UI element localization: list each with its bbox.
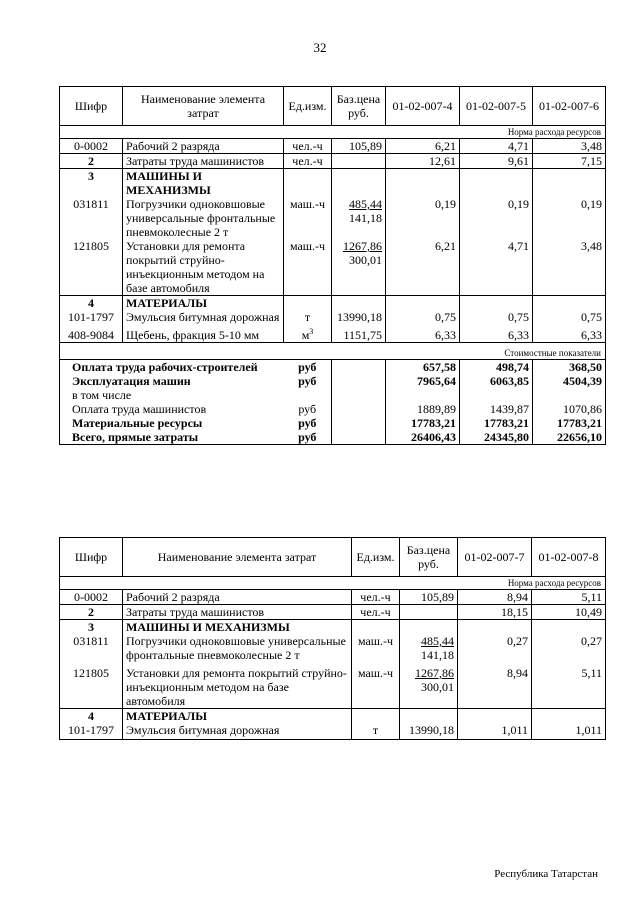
cell-unit: чел.-ч — [284, 154, 332, 169]
cell-price: 105,89 — [400, 590, 458, 605]
cell-name: Установки для ремонта покрытий струйно-инъекционным методом на базе автомобиля — [123, 239, 284, 296]
cell-value: 0,27 — [458, 634, 532, 662]
price-base: 1267,86 — [343, 239, 382, 253]
cell-code: 0-0002 — [60, 139, 123, 154]
cell-unit: чел.-ч — [284, 139, 332, 154]
cell-value: 5,11 — [532, 662, 606, 709]
header-col-2: 01-02-007-5 — [460, 87, 533, 126]
cost-row — [60, 360, 606, 375]
cost-value: 17783,21 — [533, 416, 606, 430]
cost-value: 17783,21 — [386, 416, 460, 430]
price-base: 1267,86 — [415, 666, 454, 680]
cell-name: Погрузчики одноковшовые универсальные фронтальные пневмоколесные 2 т — [123, 634, 352, 662]
table-row — [60, 154, 606, 169]
cell-value: 1,011 — [458, 723, 532, 740]
table-row — [60, 310, 606, 324]
header-price: Баз.цена руб. — [332, 87, 386, 126]
cell-price — [400, 634, 458, 662]
cost-name: Эксплуатация машин — [60, 374, 284, 388]
cell-value: 9,61 — [460, 154, 533, 169]
cost-value: 4504,39 — [533, 374, 606, 388]
cell-unit: т — [284, 310, 332, 324]
cell-value: 3,48 — [533, 239, 606, 296]
cost-name: Оплата труда машинистов — [60, 402, 284, 416]
header-price: Баз.цена руб. — [400, 538, 458, 577]
cell-name: Погрузчики одноковшовые универсальные фронтальные пневмоколесные 2 т — [123, 197, 284, 239]
cell-value: 6,33 — [386, 324, 460, 343]
price-base: 485,44 — [421, 634, 454, 648]
cell-price — [332, 154, 386, 169]
cell-price — [332, 239, 386, 296]
cost-unit: руб — [284, 430, 332, 445]
section-row — [60, 620, 606, 635]
cell-value: 8,94 — [458, 590, 532, 605]
cost-value: 17783,21 — [460, 416, 533, 430]
cell-unit: т — [352, 723, 400, 740]
cell-value: 10,49 — [532, 605, 606, 620]
cost-row — [60, 402, 606, 416]
cell-name: Затраты труда машинистов — [123, 154, 284, 169]
table-row — [60, 590, 606, 605]
cell-unit: маш.-ч — [352, 634, 400, 662]
cell-value: 0,75 — [386, 310, 460, 324]
cell-value: 0,19 — [533, 197, 606, 239]
cell-value: 5,11 — [532, 590, 606, 605]
cell-name: Эмульсия битумная дорожная — [123, 310, 284, 324]
table-header-row — [60, 87, 606, 126]
cell-unit: маш.-ч — [284, 197, 332, 239]
cost-row — [60, 430, 606, 445]
cell-unit: чел.-ч — [352, 590, 400, 605]
section-row — [60, 296, 606, 311]
cell-price: 13990,18 — [400, 723, 458, 740]
table-row — [60, 139, 606, 154]
cell-value: 6,33 — [533, 324, 606, 343]
cost-row — [60, 416, 606, 430]
cost-name: в том числе — [60, 388, 284, 402]
table-row — [60, 197, 606, 239]
cost-value: 498,74 — [460, 360, 533, 375]
cell-code: 121805 — [60, 239, 123, 296]
cell-code: 101-1797 — [60, 310, 123, 324]
cell-name: Затраты труда машинистов — [123, 605, 352, 620]
cost-value: 24345,80 — [460, 430, 533, 445]
cost-unit: руб — [284, 416, 332, 430]
cell-unit: маш.-ч — [284, 239, 332, 296]
cell-value: 1,011 — [532, 723, 606, 740]
cell-code: 3 — [60, 620, 123, 635]
unit-text: м — [301, 328, 310, 342]
cost-name: Оплата труда рабочих-строителей — [60, 360, 284, 375]
cell-code: 408-9084 — [60, 324, 123, 343]
header-unit: Ед.изм. — [352, 538, 400, 577]
price-wage: 300,01 — [421, 680, 454, 694]
cell-value: 8,94 — [458, 662, 532, 709]
cost-value: 7965,64 — [386, 374, 460, 388]
cell-name: Рабочий 2 разряда — [123, 590, 352, 605]
cost-label: Стоимостные показатели — [60, 343, 606, 360]
cost-unit: руб — [284, 360, 332, 375]
table-row — [60, 605, 606, 620]
header-col-3: 01-02-007-6 — [533, 87, 606, 126]
cell-price: 1151,75 — [332, 324, 386, 343]
section-title: МАТЕРИАЛЫ — [123, 709, 352, 724]
cost-value: 657,58 — [386, 360, 460, 375]
cost-value: 1889,89 — [386, 402, 460, 416]
resource-table-2 — [59, 537, 606, 740]
cell-price: 105,89 — [332, 139, 386, 154]
cell-code: 0-0002 — [60, 590, 123, 605]
cell-code: 031811 — [60, 634, 123, 662]
price-base: 485,44 — [349, 197, 382, 211]
cell-value: 4,71 — [460, 139, 533, 154]
cost-label-row — [60, 343, 606, 360]
cell-unit: чел.-ч — [352, 605, 400, 620]
norm-label: Норма расхода ресурсов — [60, 126, 606, 139]
section-row — [60, 709, 606, 724]
header-code: Шифр — [60, 538, 123, 577]
cell-code: 2 — [60, 605, 123, 620]
cost-value: 26406,43 — [386, 430, 460, 445]
cost-value: 22656,10 — [533, 430, 606, 445]
price-wage: 300,01 — [349, 253, 382, 267]
price-wage: 141,18 — [349, 211, 382, 225]
norm-label: Норма расхода ресурсов — [60, 577, 606, 590]
cell-value: 7,15 — [533, 154, 606, 169]
section-title: МАШИНЫ И МЕХАНИЗМЫ — [123, 620, 352, 635]
section-title: МАШИНЫ И МЕХАНИЗМЫ — [123, 169, 284, 198]
cell-value: 0,27 — [532, 634, 606, 662]
cell-value: 6,21 — [386, 239, 460, 296]
cell-value: 0,19 — [386, 197, 460, 239]
table-row — [60, 662, 606, 709]
cell-value: 0,75 — [533, 310, 606, 324]
cell-name: Рабочий 2 разряда — [123, 139, 284, 154]
cell-price — [332, 197, 386, 239]
cell-code: 101-1797 — [60, 723, 123, 740]
cell-price: 13990,18 — [332, 310, 386, 324]
table-row — [60, 634, 606, 662]
cell-value: 3,48 — [533, 139, 606, 154]
header-col-2: 01-02-007-8 — [532, 538, 606, 577]
cell-code: 4 — [60, 709, 123, 724]
cost-value: 1070,86 — [533, 402, 606, 416]
price-wage: 141,18 — [421, 648, 454, 662]
header-name: Наименование элемента затрат — [123, 538, 352, 577]
cost-name: Материальные ресурсы — [60, 416, 284, 430]
header-code: Шифр — [60, 87, 123, 126]
cell-unit — [284, 324, 332, 343]
cell-code: 121805 — [60, 662, 123, 709]
cell-value: 18,15 — [458, 605, 532, 620]
header-unit: Ед.изм. — [284, 87, 332, 126]
norm-label-row — [60, 577, 606, 590]
section-row — [60, 169, 606, 198]
cell-name: Эмульсия битумная дорожная — [123, 723, 352, 740]
cell-price — [400, 605, 458, 620]
cell-code: 3 — [60, 169, 123, 198]
cost-value: 1439,87 — [460, 402, 533, 416]
header-col-1: 01-02-007-7 — [458, 538, 532, 577]
section-title: МАТЕРИАЛЫ — [123, 296, 284, 311]
cell-value: 6,33 — [460, 324, 533, 343]
table-row — [60, 723, 606, 740]
cell-price — [400, 662, 458, 709]
norm-label-row — [60, 126, 606, 139]
cost-unit: руб — [284, 402, 332, 416]
cell-value: 12,61 — [386, 154, 460, 169]
unit-superscript: 3 — [309, 327, 314, 336]
cost-row — [60, 374, 606, 388]
cost-value: 368,50 — [533, 360, 606, 375]
cell-unit: маш.-ч — [352, 662, 400, 709]
cell-name: Щебень, фракция 5-10 мм — [123, 324, 284, 343]
cell-value: 0,75 — [460, 310, 533, 324]
footer-region: Республика Татарстан — [494, 868, 598, 880]
table-header-row — [60, 538, 606, 577]
cost-value: 6063,85 — [460, 374, 533, 388]
cell-value: 0,19 — [460, 197, 533, 239]
cell-code: 031811 — [60, 197, 123, 239]
header-name: Наименование элемента затрат — [123, 87, 284, 126]
cell-name: Установки для ремонта покрытий струйно-инъекционным методом на базе автомобиля — [123, 662, 352, 709]
cell-code: 4 — [60, 296, 123, 311]
cost-row — [60, 388, 606, 402]
table-row — [60, 239, 606, 296]
table-row — [60, 324, 606, 343]
page-number: 32 — [313, 40, 327, 55]
cost-name: Всего, прямые затраты — [60, 430, 284, 445]
cell-value: 6,21 — [386, 139, 460, 154]
cell-code: 2 — [60, 154, 123, 169]
header-col-1: 01-02-007-4 — [386, 87, 460, 126]
resource-table-1 — [59, 86, 606, 445]
cost-unit: руб — [284, 374, 332, 388]
cell-value: 4,71 — [460, 239, 533, 296]
